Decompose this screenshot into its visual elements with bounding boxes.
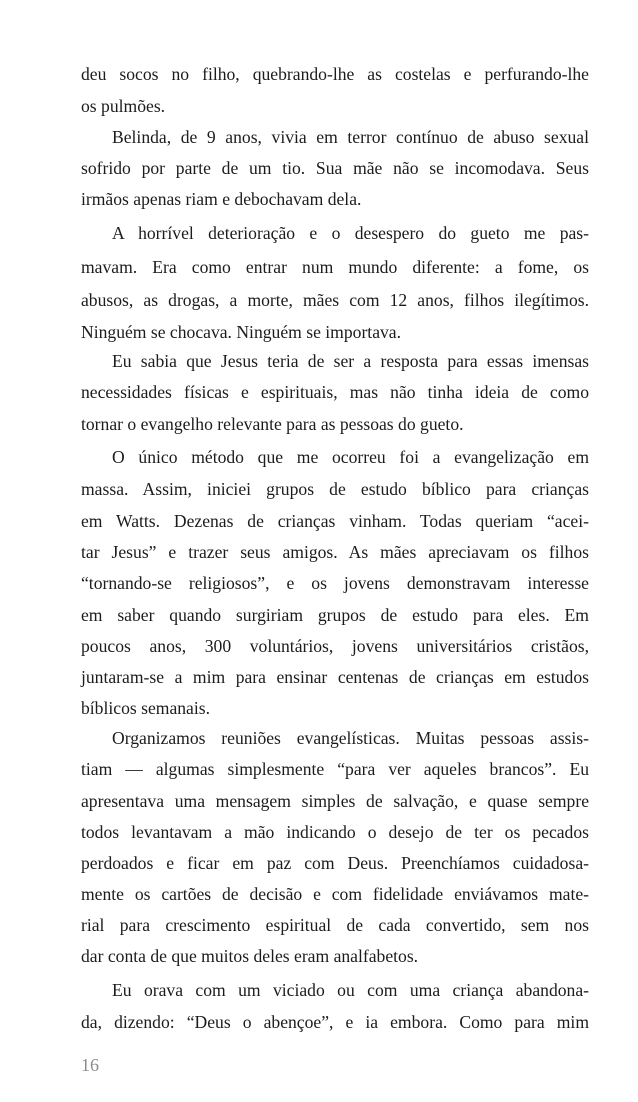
text-line: sofrido por parte de um tio. Sua mãe não se incomodava. Seus [81,158,589,178]
page-number: 16 [81,1055,99,1075]
text-line: em saber quando surgiriam grupos de estudo para eles. Em [81,605,589,625]
text-line: Organizamos reuniões evangelísticas. Muitas pessoas assis- [112,728,589,748]
text-line: juntaram-se a mim para ensinar centenas de crianças em estudos [81,667,589,687]
text-line: Ninguém se chocava. Ninguém se importava. [81,322,402,342]
text-line: mente os cartões de decisão e com fidelidade enviávamos mate- [81,884,589,904]
text-line: perdoados e ficar em paz com Deus. Preenchíamos cuidadosa- [81,853,589,873]
text-line: Eu sabia que Jesus teria de ser a resposta para essas imensas [112,351,589,371]
text-line: dar conta de que muitos deles eram analfabetos. [81,946,419,966]
text-line: mavam. Era como entrar num mundo diferente: a fome, os [81,257,589,277]
text-line: rial para crescimento espiritual de cada convertido, sem nos [81,915,589,935]
text-line: irmãos apenas riam e debochavam dela. [81,189,362,209]
text-line: O único método que me ocorreu foi a evangelização em [112,447,589,467]
text-line: massa. Assim, iniciei grupos de estudo bíblico para crianças [81,479,589,499]
text-line: bíblicos semanais. [81,698,210,718]
text-line: apresentava uma mensagem simples de salvação, e quase sempre [81,791,589,811]
text-line: tiam — algumas simplesmente “para ver aqueles brancos”. Eu [81,759,589,779]
text-line: “tornando-se religiosos”, e os jovens demonstravam interesse [81,573,589,593]
text-line: poucos anos, 300 voluntários, jovens universitários cristãos, [81,636,589,656]
text-line: Belinda, de 9 anos, vivia em terror contínuo de abuso sexual [112,127,589,147]
text-line: os pulmões. [81,96,166,116]
text-line: deu socos no filho, quebrando-lhe as costelas e perfurando-lhe [81,64,589,84]
text-line: abusos, as drogas, a morte, mães com 12 anos, filhos ilegítimos. [81,290,589,310]
text-line: A horrível deterioração e o desespero do gueto me pas- [112,223,589,243]
text-line: tornar o evangelho relevante para as pessoas do gueto. [81,414,464,434]
text-line: em Watts. Dezenas de crianças vinham. Todas queriam “acei- [81,511,589,531]
text-line: todos levantavam a mão indicando o desejo de ter os pecados [81,822,589,842]
text-line: Eu orava com um viciado ou com uma criança abandona- [112,980,589,1000]
text-line: necessidades físicas e espirituais, mas não tinha ideia de como [81,382,589,402]
text-line: tar Jesus” e trazer seus amigos. As mães apreciavam os filhos [81,542,589,562]
text-line: da, dizendo: “Deus o abençoe”, e ia embora. Como para mim [81,1012,589,1032]
